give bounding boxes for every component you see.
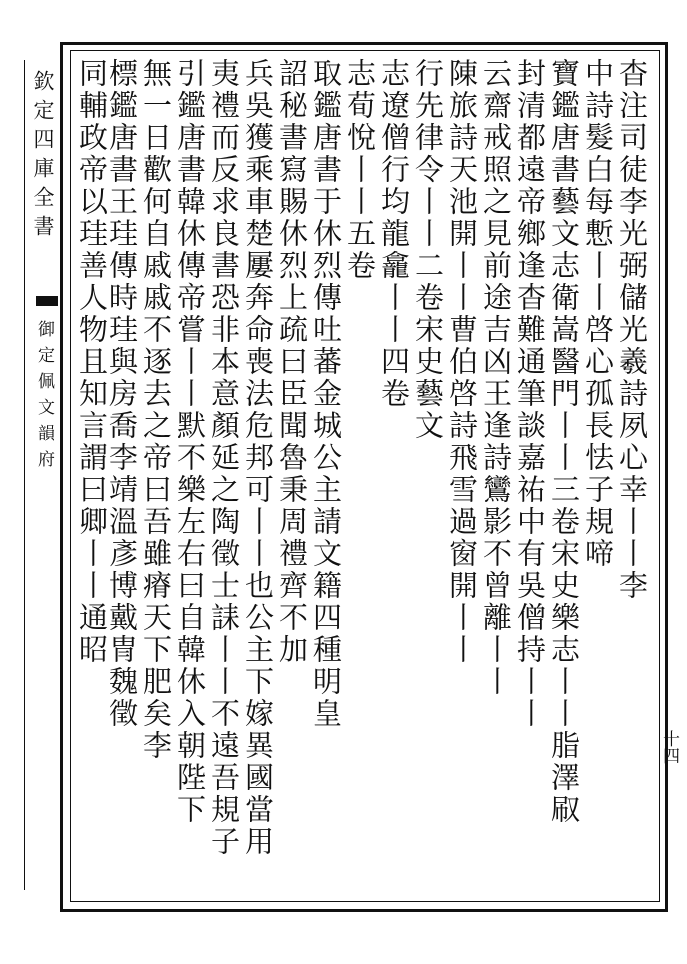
text-column-4: 封清都遠帝鄉逢杳難通筆談嘉祐中有吳僧持丨丨: [513, 58, 547, 730]
text-column-17: 同輔政帝以珪善人物且知言謂曰卿丨丨通昭: [75, 58, 109, 666]
text-column-10: 取鑑唐書于休烈傳吐蕃金城公主請文籍四種明皇: [309, 58, 343, 730]
text-column-16: 標鑑唐書王珪傳時珪與房喬李靖溫彥博戴冑魏徵: [105, 58, 139, 730]
page-number: 十四: [659, 730, 679, 764]
text-column-1: 杳注司徒李光弼儲光羲詩夙心幸丨丨李: [615, 58, 649, 602]
text-column-15: 無一日歡何自戚戚不逐去之帝曰吾雖瘠天下肥矣李: [139, 58, 173, 762]
text-column-7: 行先律令丨丨二卷宋史藝文: [411, 58, 445, 442]
fishtail-mark: [36, 296, 58, 306]
text-column-12: 兵吳獲乘車楚屢奔命喪法危邦可丨丨也公主下嫁異國當用: [241, 58, 275, 858]
text-column-5: 云齋戒照之見前途吉凶王逢詩鸞影不曾離丨丨: [479, 58, 513, 698]
text-column-2: 中詩髮白每慙丨丨啓心孤長怯子規啼: [581, 58, 615, 570]
text-column-14: 引鑑唐書韓休傳帝嘗丨丨默不樂左右曰自韓休入朝陛下: [173, 58, 207, 826]
text-column-13: 夷禮而反求良書恐非本意顏延之陶徵士誄丨丨不遠吾規子: [207, 58, 241, 858]
margin-divider: [24, 60, 25, 890]
margin-title: 欽定四庫全書: [31, 70, 55, 244]
text-column-9: 志荀悅丨丨五卷: [343, 58, 377, 282]
text-column-6: 陳旅詩天池開丨丨曹伯啓詩飛雪過窗開丨丨: [445, 58, 479, 666]
text-column-11: 詔秘書寫賜休烈上疏曰臣聞魯秉周禮齊不加: [275, 58, 309, 666]
margin-subtitle: 御定佩文韻府: [34, 320, 54, 476]
text-column-8: 志遼僧行均龍龕丨丨四卷: [377, 58, 411, 410]
text-column-3: 寶鑑唐書藝文志衛嵩醫門丨丨三卷宋史樂志丨丨脂澤㕞: [547, 58, 581, 826]
